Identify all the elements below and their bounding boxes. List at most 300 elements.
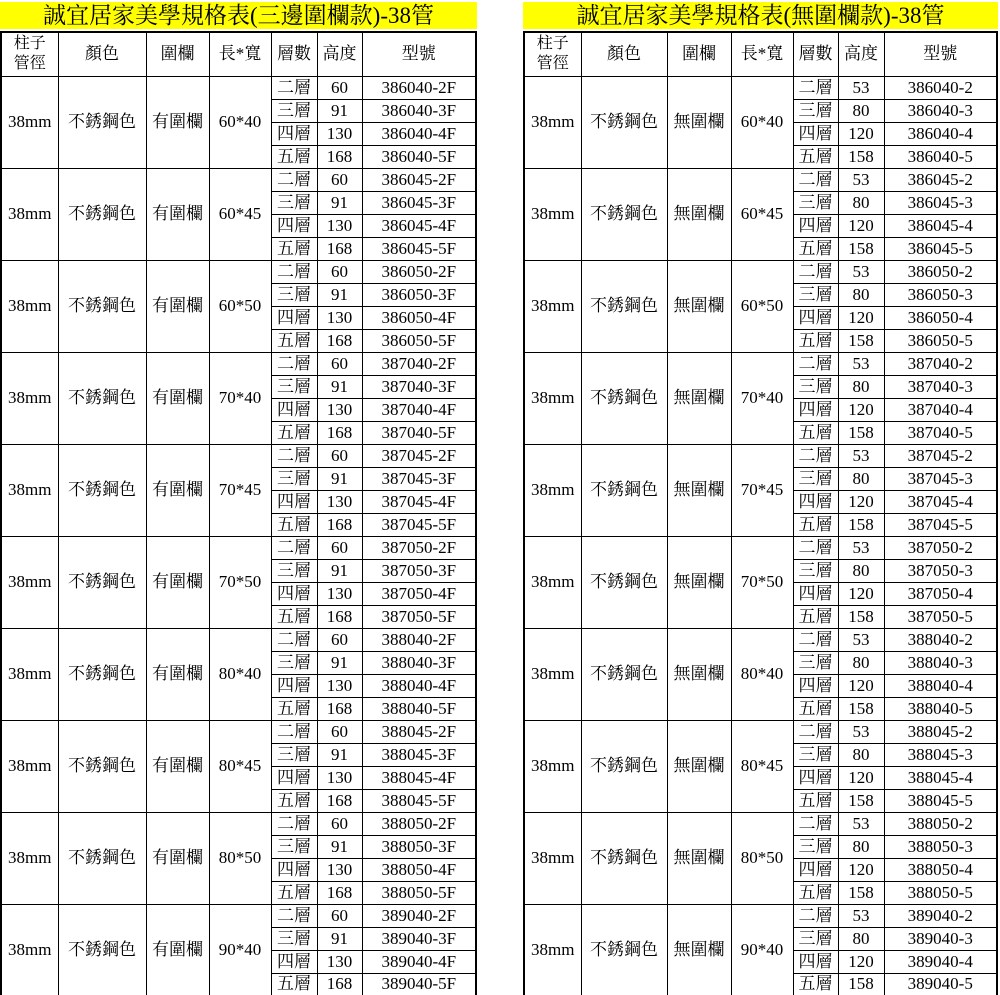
model-cell: 389040-3F <box>362 927 476 950</box>
fence-cell: 無圍欄 <box>667 904 731 995</box>
fence-cell: 有圍欄 <box>146 536 209 628</box>
layers-cell: 二層 <box>271 536 317 559</box>
fence-cell: 有圍欄 <box>146 76 209 168</box>
height-cell: 168 <box>317 145 362 168</box>
fence-cell: 有圍欄 <box>146 352 209 444</box>
size-cell: 70*45 <box>731 444 793 536</box>
color-cell: 不銹鋼色 <box>581 812 667 904</box>
height-cell: 80 <box>838 283 884 306</box>
fence-cell: 無圍欄 <box>667 628 731 720</box>
layers-cell: 三層 <box>271 191 317 214</box>
height-cell: 120 <box>838 950 884 973</box>
size-cell: 70*50 <box>209 536 271 628</box>
height-cell: 168 <box>317 973 362 995</box>
layers-cell: 二層 <box>271 76 317 99</box>
table-body-right <box>524 76 997 995</box>
layers-cell: 四層 <box>793 398 838 421</box>
model-cell: 388040-2 <box>884 628 997 651</box>
layers-cell: 二層 <box>793 720 838 743</box>
layers-cell: 三層 <box>271 283 317 306</box>
layers-cell: 四層 <box>793 674 838 697</box>
height-cell: 91 <box>317 651 362 674</box>
layers-cell: 四層 <box>793 306 838 329</box>
size-cell: 60*45 <box>209 168 271 260</box>
model-cell: 387050-4F <box>362 582 476 605</box>
spec-row <box>1 168 476 191</box>
color-cell: 不銹鋼色 <box>58 168 146 260</box>
layers-cell: 三層 <box>271 835 317 858</box>
fence-cell: 有圍欄 <box>146 168 209 260</box>
layers-cell: 三層 <box>793 559 838 582</box>
model-cell: 388050-4 <box>884 858 997 881</box>
header-pipe-diameter-line1: 柱子 <box>536 35 569 53</box>
layers-cell: 五層 <box>793 881 838 904</box>
spec-row <box>524 76 997 99</box>
model-cell: 388040-4 <box>884 674 997 697</box>
layers-cell: 二層 <box>793 444 838 467</box>
model-cell: 388040-2F <box>362 628 476 651</box>
pipe-diameter-cell: 38mm <box>1 260 58 352</box>
color-cell: 不銹鋼色 <box>581 352 667 444</box>
pipe-diameter-cell: 38mm <box>1 720 58 812</box>
fence-cell: 無圍欄 <box>667 168 731 260</box>
layers-cell: 四層 <box>271 858 317 881</box>
model-cell: 387045-4 <box>884 490 997 513</box>
model-cell: 387045-3F <box>362 467 476 490</box>
pipe-diameter-cell: 38mm <box>1 628 58 720</box>
model-cell: 386045-4F <box>362 214 476 237</box>
header-height: 高度 <box>317 32 362 76</box>
model-cell: 388045-5F <box>362 789 476 812</box>
model-cell: 387040-5F <box>362 421 476 444</box>
layers-cell: 三層 <box>793 927 838 950</box>
layers-cell: 二層 <box>793 812 838 835</box>
model-cell: 388040-3 <box>884 651 997 674</box>
layers-cell: 二層 <box>793 76 838 99</box>
size-cell: 70*40 <box>209 352 271 444</box>
fence-cell: 有圍欄 <box>146 904 209 995</box>
height-cell: 158 <box>838 881 884 904</box>
height-cell: 158 <box>838 605 884 628</box>
model-cell: 386045-4 <box>884 214 997 237</box>
layers-cell: 三層 <box>271 99 317 122</box>
height-cell: 60 <box>317 720 362 743</box>
model-cell: 388050-3 <box>884 835 997 858</box>
height-cell: 120 <box>838 858 884 881</box>
model-cell: 387050-2 <box>884 536 997 559</box>
pipe-diameter-cell: 38mm <box>524 628 581 720</box>
layers-cell: 四層 <box>793 950 838 973</box>
model-cell: 386050-5 <box>884 329 997 352</box>
size-cell: 80*45 <box>731 720 793 812</box>
pipe-diameter-cell: 38mm <box>524 260 581 352</box>
height-cell: 120 <box>838 398 884 421</box>
height-cell: 60 <box>317 536 362 559</box>
model-cell: 388040-4F <box>362 674 476 697</box>
model-cell: 388050-3F <box>362 835 476 858</box>
pipe-diameter-cell: 38mm <box>524 352 581 444</box>
model-cell: 387040-3 <box>884 375 997 398</box>
pipe-diameter-cell: 38mm <box>1 76 58 168</box>
height-cell: 60 <box>317 76 362 99</box>
model-cell: 387050-4 <box>884 582 997 605</box>
layers-cell: 四層 <box>793 582 838 605</box>
height-cell: 120 <box>838 214 884 237</box>
pipe-diameter-cell: 38mm <box>1 812 58 904</box>
height-cell: 120 <box>838 766 884 789</box>
model-cell: 387050-3 <box>884 559 997 582</box>
color-cell: 不銹鋼色 <box>581 720 667 812</box>
height-cell: 53 <box>838 812 884 835</box>
header-layers: 層數 <box>793 32 838 76</box>
height-cell: 130 <box>317 306 362 329</box>
table-title-left: 誠宜居家美學規格表(三邊圍欄款)-38管 <box>0 2 477 29</box>
layers-cell: 二層 <box>793 352 838 375</box>
size-cell: 60*45 <box>731 168 793 260</box>
height-cell: 60 <box>317 444 362 467</box>
height-cell: 130 <box>317 490 362 513</box>
height-cell: 60 <box>317 904 362 927</box>
header-model: 型號 <box>362 32 476 76</box>
spec-row <box>1 536 476 559</box>
height-cell: 91 <box>317 559 362 582</box>
layers-cell: 五層 <box>271 697 317 720</box>
color-cell: 不銹鋼色 <box>581 536 667 628</box>
layers-cell: 三層 <box>793 835 838 858</box>
fence-cell: 無圍欄 <box>667 260 731 352</box>
header-pipe-diameter <box>1 32 58 76</box>
layers-cell: 三層 <box>271 559 317 582</box>
model-cell: 388050-4F <box>362 858 476 881</box>
height-cell: 60 <box>317 628 362 651</box>
header-height: 高度 <box>838 32 884 76</box>
spec-row <box>1 720 476 743</box>
model-cell: 388045-2F <box>362 720 476 743</box>
height-cell: 130 <box>317 950 362 973</box>
model-cell: 387040-4 <box>884 398 997 421</box>
model-cell: 386050-2F <box>362 260 476 283</box>
layers-cell: 二層 <box>271 168 317 191</box>
fence-cell: 有圍欄 <box>146 260 209 352</box>
height-cell: 158 <box>838 237 884 260</box>
header-color: 顏色 <box>58 32 146 76</box>
model-cell: 389040-5 <box>884 973 997 995</box>
model-cell: 386040-4F <box>362 122 476 145</box>
header-size: 長*寬 <box>731 32 793 76</box>
layers-cell: 二層 <box>271 628 317 651</box>
pipe-diameter-cell: 38mm <box>524 720 581 812</box>
layers-cell: 四層 <box>793 858 838 881</box>
model-cell: 389040-2F <box>362 904 476 927</box>
fence-cell: 有圍欄 <box>146 720 209 812</box>
height-cell: 91 <box>317 191 362 214</box>
layers-cell: 三層 <box>793 743 838 766</box>
layers-cell: 四層 <box>271 950 317 973</box>
height-cell: 91 <box>317 283 362 306</box>
height-cell: 91 <box>317 99 362 122</box>
size-cell: 90*40 <box>209 904 271 995</box>
layers-cell: 三層 <box>793 651 838 674</box>
model-cell: 386040-5 <box>884 145 997 168</box>
model-cell: 389040-3 <box>884 927 997 950</box>
height-cell: 53 <box>838 260 884 283</box>
layers-cell: 三層 <box>793 467 838 490</box>
model-cell: 389040-5F <box>362 973 476 995</box>
pipe-diameter-cell: 38mm <box>1 168 58 260</box>
model-cell: 389040-4F <box>362 950 476 973</box>
model-cell: 388040-5F <box>362 697 476 720</box>
layers-cell: 三層 <box>793 99 838 122</box>
layers-cell: 五層 <box>793 421 838 444</box>
height-cell: 158 <box>838 789 884 812</box>
color-cell: 不銹鋼色 <box>58 352 146 444</box>
pipe-diameter-cell: 38mm <box>524 536 581 628</box>
model-cell: 386050-2 <box>884 260 997 283</box>
layers-cell: 五層 <box>793 145 838 168</box>
spec-table-left <box>0 0 477 995</box>
height-cell: 120 <box>838 306 884 329</box>
height-cell: 168 <box>317 421 362 444</box>
model-cell: 387045-5 <box>884 513 997 536</box>
layers-cell: 二層 <box>793 628 838 651</box>
model-cell: 387050-5F <box>362 605 476 628</box>
spec-row <box>1 444 476 467</box>
height-cell: 168 <box>317 881 362 904</box>
height-cell: 158 <box>838 697 884 720</box>
height-cell: 158 <box>838 421 884 444</box>
height-cell: 168 <box>317 789 362 812</box>
height-cell: 53 <box>838 904 884 927</box>
height-cell: 91 <box>317 835 362 858</box>
height-cell: 91 <box>317 927 362 950</box>
layers-cell: 二層 <box>271 812 317 835</box>
height-cell: 158 <box>838 329 884 352</box>
header-fence: 圍欄 <box>667 32 731 76</box>
layers-cell: 二層 <box>271 444 317 467</box>
layers-cell: 四層 <box>271 674 317 697</box>
layers-cell: 三層 <box>793 375 838 398</box>
spec-row <box>524 352 997 375</box>
fence-cell: 無圍欄 <box>667 76 731 168</box>
layers-cell: 四層 <box>793 490 838 513</box>
height-cell: 80 <box>838 651 884 674</box>
layers-cell: 三層 <box>793 191 838 214</box>
height-cell: 80 <box>838 835 884 858</box>
size-cell: 80*40 <box>731 628 793 720</box>
layers-cell: 二層 <box>793 904 838 927</box>
model-cell: 386050-3F <box>362 283 476 306</box>
height-cell: 130 <box>317 122 362 145</box>
height-cell: 168 <box>317 329 362 352</box>
layers-cell: 五層 <box>271 329 317 352</box>
size-cell: 80*45 <box>209 720 271 812</box>
model-cell: 388045-5 <box>884 789 997 812</box>
model-cell: 388045-4 <box>884 766 997 789</box>
pipe-diameter-cell: 38mm <box>524 168 581 260</box>
layers-cell: 五層 <box>271 881 317 904</box>
spec-row <box>524 720 997 743</box>
model-cell: 386040-2F <box>362 76 476 99</box>
height-cell: 53 <box>838 76 884 99</box>
layers-cell: 五層 <box>271 145 317 168</box>
layers-cell: 三層 <box>271 375 317 398</box>
model-cell: 388050-5F <box>362 881 476 904</box>
height-cell: 120 <box>838 490 884 513</box>
spec-row <box>524 168 997 191</box>
layers-cell: 四層 <box>271 582 317 605</box>
model-cell: 388050-2F <box>362 812 476 835</box>
height-cell: 60 <box>317 812 362 835</box>
model-cell: 386040-5F <box>362 145 476 168</box>
model-cell: 387050-5 <box>884 605 997 628</box>
color-cell: 不銹鋼色 <box>58 628 146 720</box>
fence-cell: 無圍欄 <box>667 444 731 536</box>
layers-cell: 二層 <box>271 352 317 375</box>
size-cell: 70*50 <box>731 536 793 628</box>
layers-cell: 五層 <box>793 329 838 352</box>
size-cell: 70*40 <box>731 352 793 444</box>
model-cell: 389040-4 <box>884 950 997 973</box>
model-cell: 386040-2 <box>884 76 997 99</box>
spec-row <box>1 352 476 375</box>
color-cell: 不銹鋼色 <box>58 720 146 812</box>
size-cell: 80*50 <box>731 812 793 904</box>
color-cell: 不銹鋼色 <box>581 444 667 536</box>
size-cell: 90*40 <box>731 904 793 995</box>
layers-cell: 四層 <box>271 306 317 329</box>
header-layers: 層數 <box>271 32 317 76</box>
height-cell: 158 <box>838 145 884 168</box>
layers-cell: 二層 <box>793 536 838 559</box>
spec-row <box>1 904 476 927</box>
spec-row <box>524 444 997 467</box>
model-cell: 387040-4F <box>362 398 476 421</box>
size-cell: 60*50 <box>209 260 271 352</box>
height-cell: 91 <box>317 467 362 490</box>
spec-row <box>524 904 997 927</box>
height-cell: 158 <box>838 973 884 995</box>
pipe-diameter-cell: 38mm <box>524 904 581 995</box>
height-cell: 80 <box>838 927 884 950</box>
layers-cell: 二層 <box>793 260 838 283</box>
model-cell: 387045-3 <box>884 467 997 490</box>
model-cell: 386050-4F <box>362 306 476 329</box>
spec-row <box>1 812 476 835</box>
model-cell: 387045-2 <box>884 444 997 467</box>
layers-cell: 五層 <box>271 789 317 812</box>
pipe-diameter-cell: 38mm <box>524 812 581 904</box>
layers-cell: 五層 <box>793 789 838 812</box>
model-cell: 386045-3F <box>362 191 476 214</box>
layers-cell: 五層 <box>271 605 317 628</box>
fence-cell: 有圍欄 <box>146 812 209 904</box>
pipe-diameter-cell: 38mm <box>524 76 581 168</box>
model-cell: 388045-3F <box>362 743 476 766</box>
layers-cell: 五層 <box>793 973 838 995</box>
height-cell: 91 <box>317 743 362 766</box>
model-cell: 388050-5 <box>884 881 997 904</box>
height-cell: 120 <box>838 582 884 605</box>
layers-cell: 三層 <box>271 651 317 674</box>
layers-cell: 三層 <box>271 927 317 950</box>
height-cell: 91 <box>317 375 362 398</box>
height-cell: 130 <box>317 674 362 697</box>
height-cell: 80 <box>838 743 884 766</box>
height-cell: 53 <box>838 444 884 467</box>
header-color: 顏色 <box>581 32 667 76</box>
color-cell: 不銹鋼色 <box>581 168 667 260</box>
layers-cell: 二層 <box>793 168 838 191</box>
height-cell: 168 <box>317 605 362 628</box>
height-cell: 168 <box>317 237 362 260</box>
size-cell: 80*50 <box>209 812 271 904</box>
model-cell: 386045-5 <box>884 237 997 260</box>
model-cell: 388040-5 <box>884 697 997 720</box>
spec-grid-left <box>0 31 477 995</box>
fence-cell: 有圍欄 <box>146 444 209 536</box>
pipe-diameter-cell: 38mm <box>1 904 58 995</box>
model-cell: 386045-3 <box>884 191 997 214</box>
size-cell: 60*50 <box>731 260 793 352</box>
model-cell: 386045-2 <box>884 168 997 191</box>
header-fence: 圍欄 <box>146 32 209 76</box>
layers-cell: 四層 <box>271 398 317 421</box>
fence-cell: 無圍欄 <box>667 352 731 444</box>
model-cell: 387040-3F <box>362 375 476 398</box>
layers-cell: 五層 <box>271 513 317 536</box>
model-cell: 388045-4F <box>362 766 476 789</box>
height-cell: 53 <box>838 352 884 375</box>
spec-table-right <box>523 0 998 995</box>
model-cell: 388040-3F <box>362 651 476 674</box>
height-cell: 53 <box>838 168 884 191</box>
height-cell: 53 <box>838 720 884 743</box>
header-pipe-diameter-line2: 管徑 <box>13 55 46 73</box>
color-cell: 不銹鋼色 <box>58 904 146 995</box>
height-cell: 80 <box>838 559 884 582</box>
header-pipe-diameter-line1: 柱子 <box>13 35 46 53</box>
layers-cell: 五層 <box>271 973 317 995</box>
header-pipe-diameter <box>524 32 581 76</box>
color-cell: 不銹鋼色 <box>581 76 667 168</box>
spec-grid-right <box>523 31 998 995</box>
layers-cell: 二層 <box>271 720 317 743</box>
height-cell: 130 <box>317 398 362 421</box>
height-cell: 60 <box>317 168 362 191</box>
model-cell: 388045-3 <box>884 743 997 766</box>
spec-row <box>524 260 997 283</box>
layers-cell: 三層 <box>793 283 838 306</box>
layers-cell: 四層 <box>793 766 838 789</box>
pipe-diameter-cell: 38mm <box>524 444 581 536</box>
height-cell: 168 <box>317 697 362 720</box>
model-cell: 388045-2 <box>884 720 997 743</box>
height-cell: 130 <box>317 858 362 881</box>
fence-cell: 無圍欄 <box>667 812 731 904</box>
model-cell: 387040-2 <box>884 352 997 375</box>
layers-cell: 二層 <box>271 904 317 927</box>
layers-cell: 三層 <box>271 467 317 490</box>
header-model: 型號 <box>884 32 997 76</box>
model-cell: 387045-5F <box>362 513 476 536</box>
layers-cell: 五層 <box>793 697 838 720</box>
model-cell: 386050-5F <box>362 329 476 352</box>
height-cell: 168 <box>317 513 362 536</box>
layers-cell: 四層 <box>271 766 317 789</box>
model-cell: 386040-3 <box>884 99 997 122</box>
model-cell: 389040-2 <box>884 904 997 927</box>
height-cell: 120 <box>838 122 884 145</box>
